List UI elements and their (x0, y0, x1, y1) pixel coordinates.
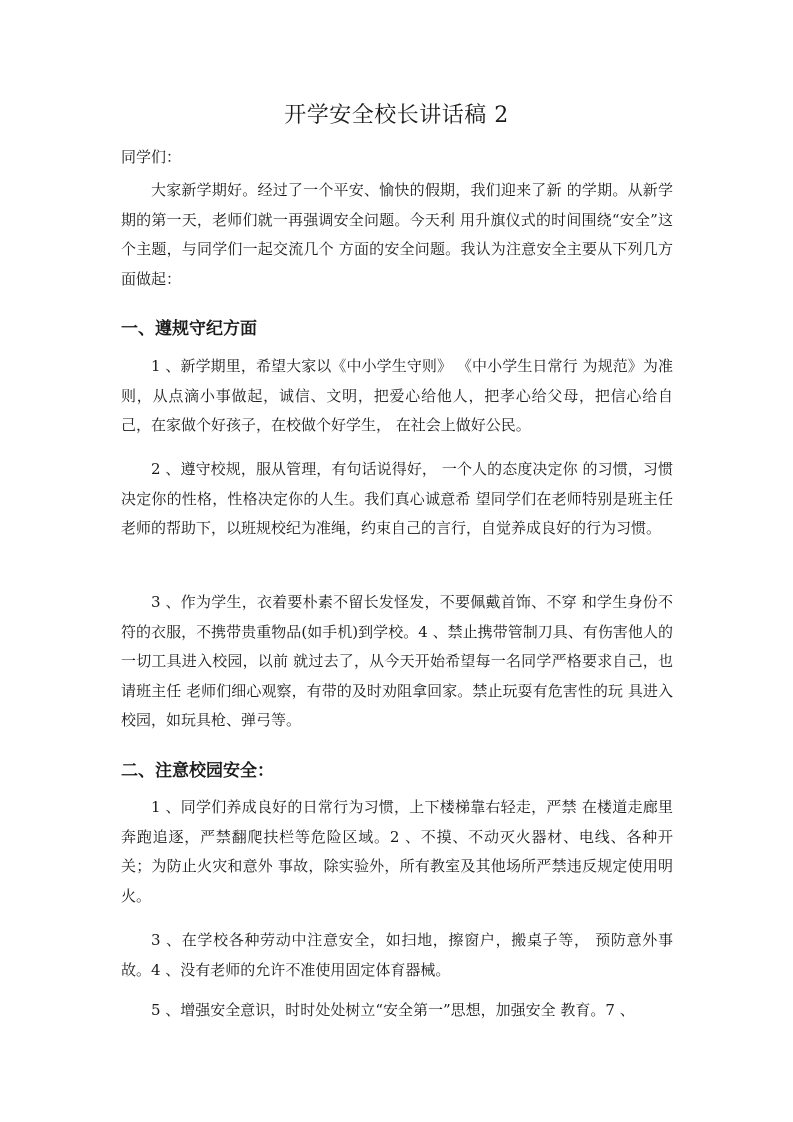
paragraph-2-2: 3 、在学校各种劳动中注意安全，如扫地，擦窗户，搬桌子等， 预防意外事故。4 、没有老师的允许不准使用固定体育器械。 (121, 931, 673, 979)
paragraph-2-1: 1 、同学们养成良好的日常行为习惯，上下楼梯靠右轻走，严禁 在楼道走廊里奔跑追逐，严禁翻爬扶栏等危险区域。2 、不摸、不动灭火器材、电线、各种开关；为防止火灾和意外 事故，除实验外，所有教室及其他场所严禁违反规定使用明火。 (121, 798, 673, 905)
document-title: 开学安全校长讲话稿 2 (284, 103, 509, 128)
paragraph-1-2: 2 、遵守校规，服从管理，有句话说得好， 一个人的态度决定你 的习惯，习惯决定你的性格，性格决定你的人生。我们真心诚意希 望同学们在老师特别是班主任老师的帮助下，以班规校纪为准绳，约束自己的言行，自觉养成良好的行为习惯。 (121, 460, 673, 537)
paragraph-1-3: 3 、作为学生，衣着要朴素不留长发怪发，不要佩戴首饰、不穿 和学生身份不符的衣服，不携带贵重物品(如手机)到学校。4 、禁止携带管制刀具、有伤害他人的一切工具进入校园，以前 就过去了，从今天开始希望每一名同学严格要求自己，也请班主任 老师们细心观察，有带的及时劝阻拿回家。禁止玩耍有危害性的玩 具进入校园，如玩具枪、弹弓等。 (121, 593, 673, 729)
paragraph-2-3: 5 、增强安全意识，时时处处树立“安全第一”思想，加强安全 教育。7 、 (151, 1001, 635, 1019)
paragraph-1-1: 1 、新学期里，希望大家以《中小学生守则》 《中小学生日常行 为规范》为准则，从点滴小事做起，诚信、文明，把爱心给他人，把孝心给父母，把信心给自己，在家做个好孩子，在校做个好学生， 在社会上做好公民。 (121, 357, 673, 434)
intro-paragraph: 大家新学期好。经过了一个平安、愉快的假期，我们迎来了新 的学期。从新学期的第一天，老师们就一再强调安全问题。今天利 用升旗仪式的时间围绕“安全”这个主题，与同学们一起交流几个 方面的安全问题。我认为注意安全主要从下列几方面做起： (121, 181, 673, 288)
section-heading-discipline: 一、遵规守纪方面 (121, 319, 257, 339)
greeting: 同学们： (121, 148, 182, 166)
section-heading-campus-safety: 二、注意校园安全： (121, 761, 274, 781)
